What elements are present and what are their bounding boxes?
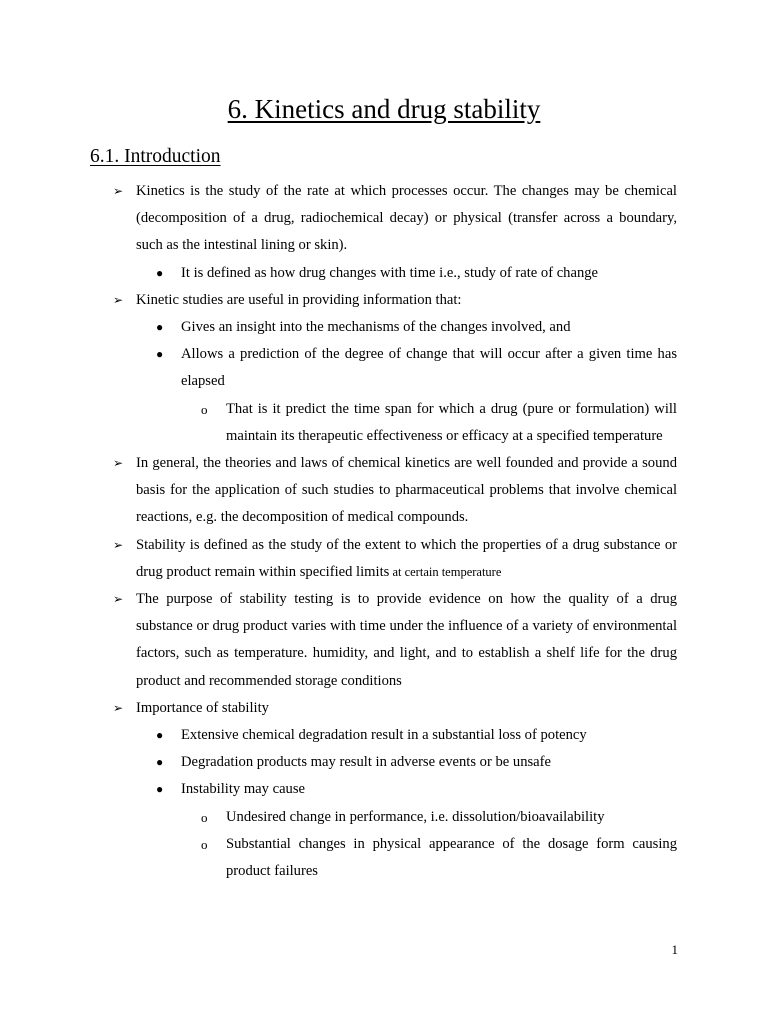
dot-bullet-icon: ●: [156, 755, 164, 770]
arrow-bullet-icon: ➢: [113, 456, 124, 471]
list-item: o Undesired change in performance, i.e. dissolution/bioavailability: [226, 804, 677, 831]
page-number: 1: [671, 942, 678, 957]
section-heading: 6.1. Introduction: [90, 146, 221, 167]
list-item: ● Instability may cause: [181, 776, 677, 803]
dot-bullet-icon: ●: [156, 265, 164, 280]
arrow-bullet-icon: ➢: [113, 184, 124, 198]
list-item: o That is it predict the time span for which a drug (pure or formulation) will maintain its therapeutic effectiveness or efficacy at a specified temperature: [226, 396, 677, 450]
list-item: ➢ Kinetic studies are useful in providing information that:: [136, 287, 677, 314]
circle-bullet-icon: o: [201, 809, 208, 825]
list-item: ● Extensive chemical degradation result in a substantial loss of potency: [181, 722, 677, 749]
list-item: o Substantial changes in physical appearance of the dosage form causing product failures: [226, 831, 677, 885]
dot-bullet-icon: ●: [156, 728, 164, 743]
list-item: ➢ Stability is defined as the study of the extent to which the properties of a drug substance or drug product remain within specified limits at certain temperature: [136, 532, 677, 586]
arrow-bullet-icon: ➢: [113, 537, 124, 552]
arrow-bullet-icon: ➢: [113, 700, 124, 715]
circle-bullet-icon: o: [201, 836, 208, 852]
list-item: ➢ Kinetics is the study of the rate at which processes occur. The changes may be chemical (decomposition of a drug, radiochemical decay) or physical (transfer across a boundary, such as the intestinal lining or skin).: [136, 178, 677, 260]
dot-bullet-icon: ●: [156, 320, 164, 335]
list-item: ➢ Importance of stability: [136, 695, 677, 722]
arrow-bullet-icon: ➢: [113, 292, 124, 307]
circle-bullet-icon: o: [201, 401, 208, 417]
list-item: ➢ The purpose of stability testing is to provide evidence on how the quality of a drug substance or drug product varies with time under the influence of a variety of environmental factors, such as temperature. humidity, and light, and to establish a shelf life for the drug product and recommended storage conditions: [136, 586, 677, 695]
list-item: ● Degradation products may result in adverse events or be unsafe: [181, 749, 677, 776]
list-item: ● Allows a prediction of the degree of change that will occur after a given time has elapsed: [181, 341, 677, 395]
dot-bullet-icon: ●: [156, 782, 164, 797]
document-title: 6. Kinetics and drug stability: [227, 94, 541, 124]
dot-bullet-icon: ●: [156, 347, 164, 362]
arrow-bullet-icon: ➢: [113, 592, 124, 607]
list-item: ● Gives an insight into the mechanisms of the changes involved, and: [181, 314, 677, 341]
list-item: ➢ In general, the theories and laws of chemical kinetics are well founded and provide a sound basis for the application of such studies to pharmaceutical problems that involve chemical reactions, e.g. the decomposition of medical compounds.: [136, 450, 677, 532]
list-item: ● It is defined as how drug changes with time i.e., study of rate of change: [181, 260, 677, 287]
content-list: [0, 178, 768, 885]
